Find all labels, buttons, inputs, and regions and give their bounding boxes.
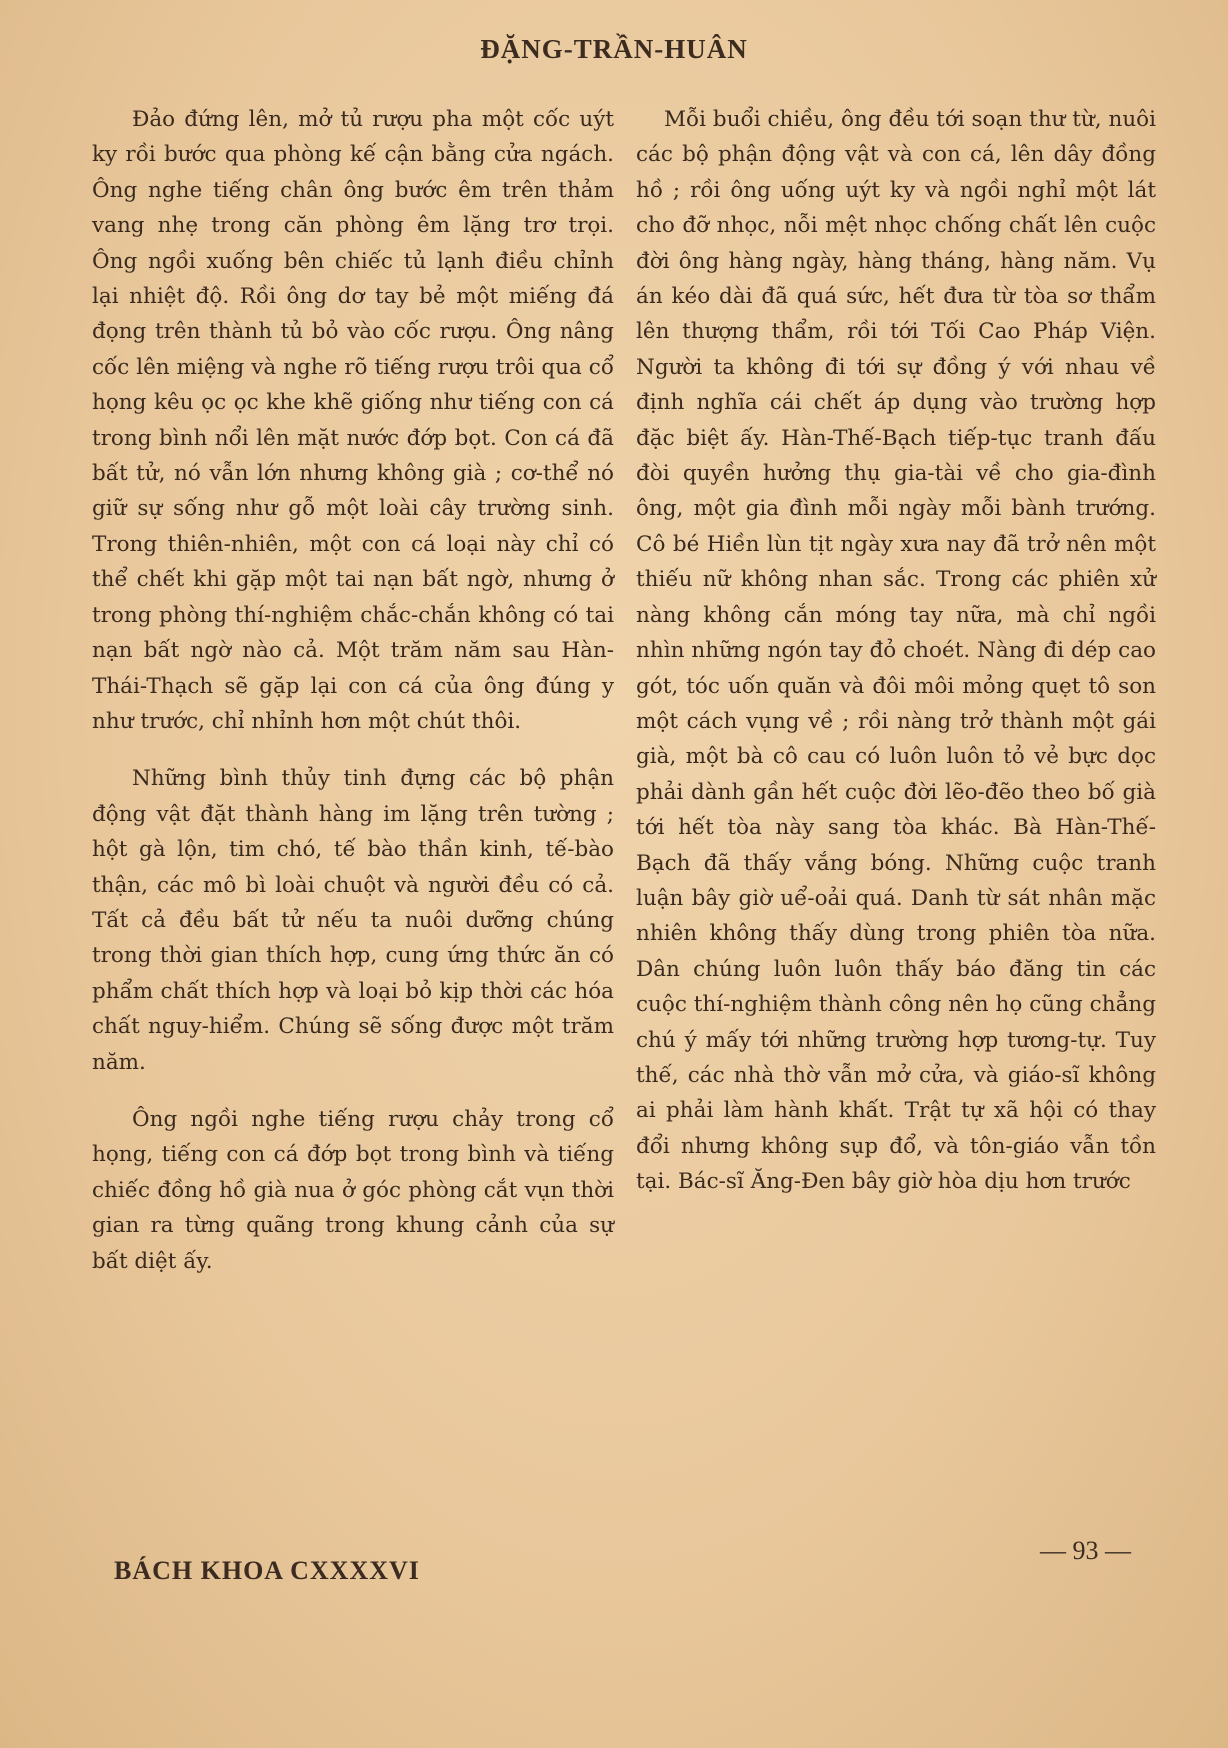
paragraph: Mỗi buổi chiều, ông đều tới soạn thư từ, nuôi các bộ phận động vật và con cá, lên dây đồng hồ ; rồi ông uống uýt ky và ngồi nghỉ một lát cho đỡ nhọc, nỗi mệt nhọc chống chất lên cuộc đời ông hàng ngày, hàng tháng, hàng năm. Vụ án kéo dài đã quá sức, hết đưa từ tòa sơ thẩm lên thượng thẩm, rồi tới Tối Cao Pháp Viện. Người ta không đi tới sự đồng ý với nhau về định nghĩa cái chết áp dụng vào trường hợp đặc biệt ấy. Hàn-Thế-Bạch tiếp-tục tranh đấu đòi quyền hưởng thụ gia-tài về cho gia-đình ông, một gia đình mỗi ngày mỗi bành trướng. Cô bé Hiền lùn tịt ngày xưa nay đã trở nên một thiếu nữ không nhan sắc. Trong các phiên xử nàng không cắn móng tay nữa, mà chỉ ngồi nhìn những ngón tay đỏ choét. Nàng đi dép cao gót, tóc uốn quăn và đôi môi mỏng quẹt tô son một cách vụng về ; rồi nàng trở thành một gái già, một bà cô cau có luôn luôn tỏ vẻ bực dọc phải dành gần hết cuộc đời lẽo-đẽo theo bố già tới hết tòa này sang tòa khác. Bà Hàn-Thế-Bạch đã thấy vắng bóng. Những cuộc tranh luận bây giờ uể-oải quá. Danh từ sát nhân mặc nhiên không thấy dùng trong phiên tòa nữa. Dân chúng luôn luôn thấy báo đăng tin các cuộc thí-nghiệm thành công nên họ cũng chẳng chú ý mấy tới những trường hợp tương-tự. Tuy thế, các nhà thờ vẫn mở cửa, và giáo-sĩ không ai phải làm hành khất. Trật tự xã hội có thay đổi nhưng không sụp đổ, và tôn-giáo vẫn tồn tại. Bác-sĩ Ăng-Đen bây giờ hòa dịu hơn trước	[636, 107, 1156, 1195]
journal-footer: BÁCH KHOA CXXXXVI	[114, 1556, 420, 1585]
right-column	[636, 102, 1156, 1200]
left-column	[92, 102, 614, 1279]
page-header-author: ĐẶNG-TRẦN-HUÂN	[480, 34, 748, 64]
paragraph: Ông ngồi nghe tiếng rượu chảy trong cổ họng, tiếng con cá đớp bọt trong bình và tiếng chiếc đồng hồ già nua ở góc phòng cắt vụn thời gian ra từng quãng trong khung cảnh của sự bất diệt ấy.	[92, 1106, 614, 1274]
page-number: — 93 —	[1040, 1536, 1131, 1565]
paragraph: Những bình thủy tinh đựng các bộ phận động vật đặt thành hàng im lặng trên tường ; hột gà lộn, tim chó, tế bào thần kinh, tế-bào thận, các mô bì loài chuột và người đều có cả. Tất cả đều bất tử nếu ta nuôi dưỡng chúng trong thời gian thích hợp, cung ứng thức ăn có phẩm chất thích hợp và loại bỏ kịp thời các hóa chất nguy-hiểm. Chúng sẽ sống được một trăm năm.	[92, 766, 614, 1075]
paragraph: Đảo đứng lên, mở tủ rượu pha một cốc uýt ky rồi bước qua phòng kế cận bằng cửa ngách. Ông nghe tiếng chân ông bước êm trên thảm vang nhẹ trong căn phòng êm lặng trơ trọi. Ông ngồi xuống bên chiếc tủ lạnh điều chỉnh lại nhiệt độ. Rồi ông dơ tay bẻ một miếng đá đọng trên thành tủ bỏ vào cốc rượu. Ông nâng cốc lên miệng và nghe rõ tiếng rượu trôi qua cổ họng kêu ọc ọc khe khẽ giống như tiếng con cá trong bình nổi lên mặt nước đớp bọt. Con cá đã bất tử, nó vẫn lớn nhưng không già ; cơ-thể nó giữ sự sống như gỗ một loài cây trường sinh. Trong thiên-nhiên, một con cá loại này chỉ có thể chết khi gặp một tai nạn bất ngờ, nhưng ở trong phòng thí-nghiệm chắc-chắn không có tai nạn bất ngờ nào cả. Một trăm năm sau Hàn-Thái-Thạch sẽ gặp lại con cá của ông đúng y như trước, chỉ nhỉnh hơn một chút thôi.	[92, 107, 614, 734]
